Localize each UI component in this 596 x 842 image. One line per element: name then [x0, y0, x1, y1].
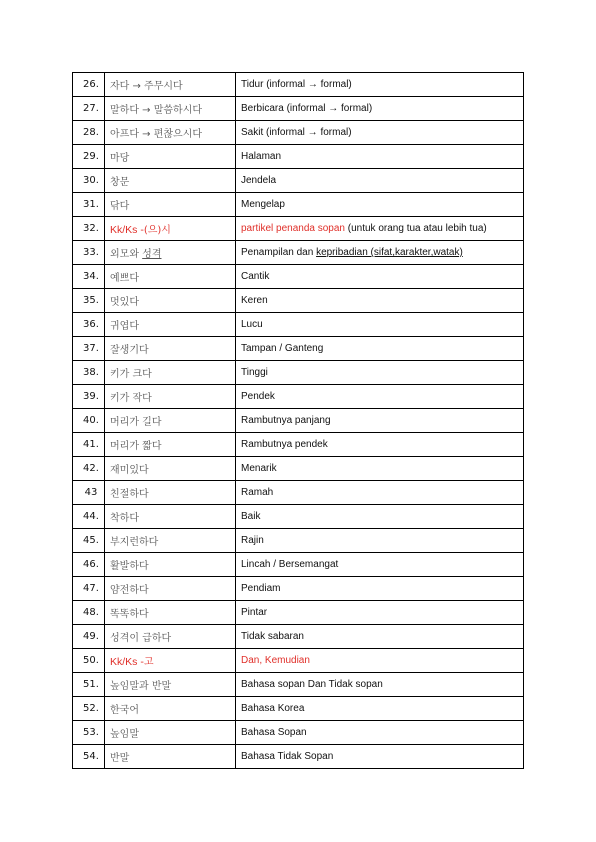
korean-term-part: 외모와 [110, 249, 143, 260]
row-number: 33. [73, 241, 105, 265]
indonesian-meaning: Pendiam [236, 577, 524, 601]
table-row [73, 409, 524, 433]
table-row [73, 721, 524, 745]
indonesian-meaning: Tidur (informal → formal) [236, 73, 524, 97]
table-row [73, 529, 524, 553]
table-row [73, 673, 524, 697]
korean-term: 자다 → 주무시다 [105, 73, 236, 97]
indonesian-meaning: Sakit (informal → formal) [236, 121, 524, 145]
row-number: 28. [73, 121, 105, 145]
table-row [73, 553, 524, 577]
row-number: 48. [73, 601, 105, 625]
korean-term: 키가 크다 [105, 361, 236, 385]
indonesian-meaning: Bahasa Tidak Sopan [236, 745, 524, 769]
korean-term: 활발하다 [105, 553, 236, 577]
indonesian-meaning: Bahasa Korea [236, 697, 524, 721]
table-row [73, 121, 524, 145]
row-number: 43 [73, 481, 105, 505]
row-number: 42. [73, 457, 105, 481]
table-row [73, 601, 524, 625]
table-row [73, 649, 524, 673]
row-number: 44. [73, 505, 105, 529]
row-number: 36. [73, 313, 105, 337]
korean-term: 반말 [105, 745, 236, 769]
korean-term: 키가 작다 [105, 385, 236, 409]
table-row [73, 73, 524, 97]
table-row [73, 745, 524, 769]
indonesian-meaning: Cantik [236, 265, 524, 289]
table-row [73, 193, 524, 217]
korean-term: 재미있다 [105, 457, 236, 481]
korean-term: 성격이 급하다 [105, 625, 236, 649]
indonesian-meaning: Bahasa sopan Dan Tidak sopan [236, 673, 524, 697]
korean-term: 부지런하다 [105, 529, 236, 553]
korean-term [105, 217, 236, 241]
korean-term: 아프다 → 편찮으시다 [105, 121, 236, 145]
korean-term: 예쁘다 [105, 265, 236, 289]
korean-term: 머리가 길다 [105, 409, 236, 433]
indonesian-meaning: Tampan / Ganteng [236, 337, 524, 361]
korean-term: 착하다 [105, 505, 236, 529]
table-row [73, 313, 524, 337]
korean-term: 멋있다 [105, 289, 236, 313]
indonesian-meaning: Pendek [236, 385, 524, 409]
indonesian-meaning-note: (untuk orang tua atau lebih tua) [344, 223, 487, 234]
row-number: 39. [73, 385, 105, 409]
row-number: 29. [73, 145, 105, 169]
korean-term [105, 241, 236, 265]
row-number: 27. [73, 97, 105, 121]
indonesian-meaning: Mengelap [236, 193, 524, 217]
row-number: 30. [73, 169, 105, 193]
row-number: 49. [73, 625, 105, 649]
korean-term-prefix: Kk/Ks - [110, 656, 144, 668]
indonesian-meaning: Jendela [236, 169, 524, 193]
indonesian-meaning-highlight: partikel penanda sopan [241, 223, 345, 234]
table-row [73, 505, 524, 529]
row-number: 35. [73, 289, 105, 313]
table-row [73, 625, 524, 649]
table-row [73, 97, 524, 121]
korean-term: 닦다 [105, 193, 236, 217]
table-row [73, 145, 524, 169]
indonesian-meaning: Dan, Kemudian [236, 649, 524, 673]
korean-term: 얌전하다 [105, 577, 236, 601]
indonesian-meaning: Tinggi [236, 361, 524, 385]
indonesian-meaning: Keren [236, 289, 524, 313]
table-row [73, 265, 524, 289]
korean-term: 한국어 [105, 697, 236, 721]
korean-term: 마당 [105, 145, 236, 169]
korean-term: 머리가 짧다 [105, 433, 236, 457]
table-row [73, 361, 524, 385]
row-number: 45. [73, 529, 105, 553]
table-row [73, 577, 524, 601]
row-number: 50. [73, 649, 105, 673]
korean-term: 귀엽다 [105, 313, 236, 337]
indonesian-meaning-underlined: kepribadian (sifat,karakter,watak) [316, 247, 463, 258]
indonesian-meaning: Halaman [236, 145, 524, 169]
row-number: 40. [73, 409, 105, 433]
korean-term: 높임말 [105, 721, 236, 745]
indonesian-meaning: Lincah / Bersemangat [236, 553, 524, 577]
row-number: 37. [73, 337, 105, 361]
korean-term: 똑똑하다 [105, 601, 236, 625]
korean-term [105, 649, 236, 673]
row-number: 41. [73, 433, 105, 457]
korean-term: 친절하다 [105, 481, 236, 505]
table-row [73, 337, 524, 361]
indonesian-meaning: Rambutnya pendek [236, 433, 524, 457]
indonesian-meaning: Baik [236, 505, 524, 529]
indonesian-meaning: Pintar [236, 601, 524, 625]
korean-term-suffix: (으)시 [143, 225, 171, 236]
indonesian-meaning: Berbicara (informal → formal) [236, 97, 524, 121]
table-row [73, 433, 524, 457]
table-row [73, 217, 524, 241]
korean-term: 잘생기다 [105, 337, 236, 361]
row-number: 38. [73, 361, 105, 385]
korean-term: 말하다 → 말씀하시다 [105, 97, 236, 121]
indonesian-meaning: Rambutnya panjang [236, 409, 524, 433]
row-number: 47. [73, 577, 105, 601]
table-row [73, 385, 524, 409]
indonesian-meaning: Menarik [236, 457, 524, 481]
row-number: 52. [73, 697, 105, 721]
indonesian-meaning [236, 217, 524, 241]
table-row [73, 457, 524, 481]
row-number: 46. [73, 553, 105, 577]
indonesian-meaning: Lucu [236, 313, 524, 337]
row-number: 31. [73, 193, 105, 217]
row-number: 51. [73, 673, 105, 697]
row-number: 26. [73, 73, 105, 97]
vocabulary-table [72, 72, 524, 769]
korean-term-prefix: Kk/Ks - [110, 224, 144, 236]
row-number: 54. [73, 745, 105, 769]
row-number: 34. [73, 265, 105, 289]
table-row [73, 481, 524, 505]
table-row [73, 241, 524, 265]
row-number: 53. [73, 721, 105, 745]
table-row [73, 289, 524, 313]
indonesian-meaning: Tidak sabaran [236, 625, 524, 649]
korean-term: 창문 [105, 169, 236, 193]
row-number: 32. [73, 217, 105, 241]
indonesian-meaning: Ramah [236, 481, 524, 505]
korean-term-underlined: 성격 [142, 249, 162, 260]
korean-term: 높임말과 반말 [105, 673, 236, 697]
indonesian-meaning: Rajin [236, 529, 524, 553]
table-row [73, 697, 524, 721]
table-row [73, 169, 524, 193]
indonesian-meaning [236, 241, 524, 265]
indonesian-meaning-part: Penampilan dan [241, 247, 317, 258]
korean-term-suffix: 고 [143, 657, 154, 668]
indonesian-meaning: Bahasa Sopan [236, 721, 524, 745]
